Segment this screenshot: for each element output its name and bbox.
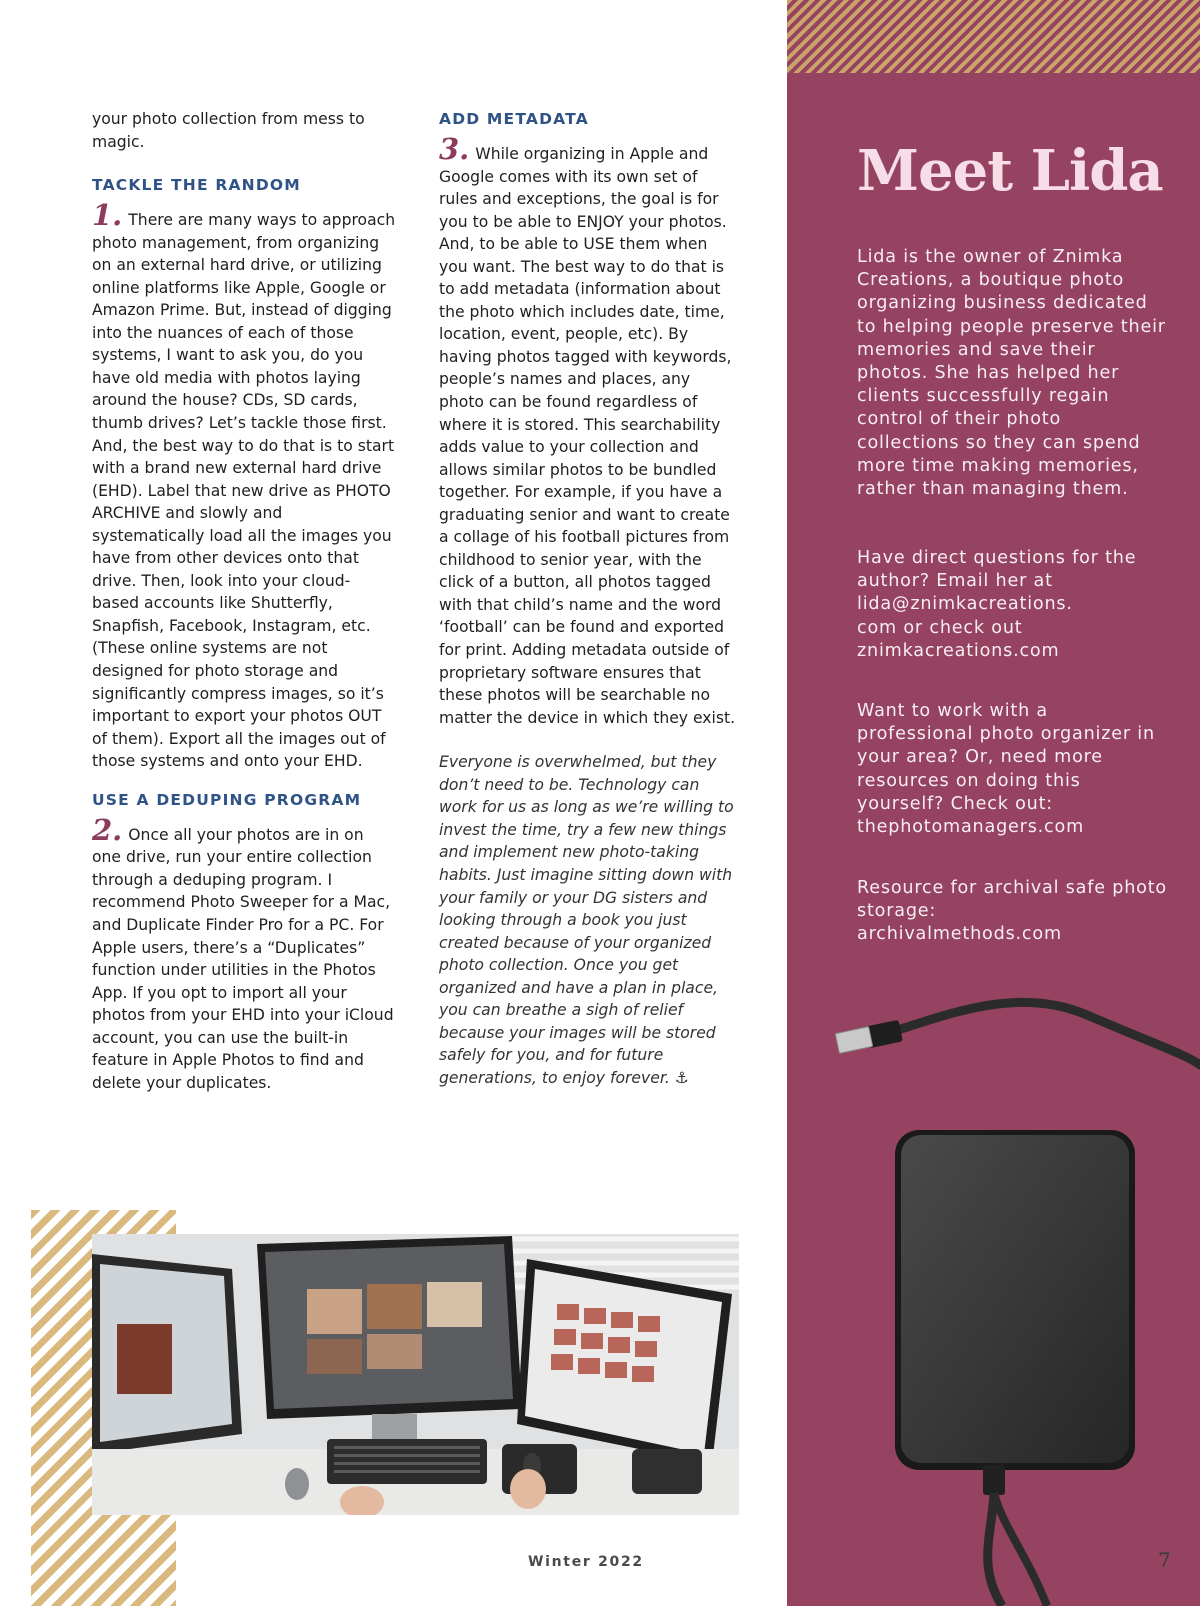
contact-prompt: Have direct questions for the author? Email her at [857,548,1137,592]
step-3-numeral: 3. [439,132,470,166]
workstation-photo-illustration [92,1234,739,1515]
step-1-text: There are many ways to approach photo management, from organizing on an external hard drive, or utilizing online platforms like Apple, Google or Amazon Prime. But, instead of digging into the nuances of each of those systems, I want to ask you, do you have old media with photos laying around the house? CDs, SD cards, thumb drives? Let’s tackle those first. And, the best way to do that is to start with a brand new external hard drive (EHD). Label that new drive as PHOTO ARCHIVE and slowly and systematically load all the images you have from other devices onto that drive. Then, look into your cloud-based accounts like Shutterfly, Snapfish, Facebook, Instagram, etc. (These online systems are not designed for photo storage and significantly compress images, so it’s important to export your photos OUT of them). Export all the images out of those systems and onto your EHD. [92,211,396,771]
sidebar-title: Meet Lida [857,138,1163,204]
organizer-text: Want to work with a professional photo organizer in your area? Or, need more resources on doing this yourself? Check out: [857,701,1155,814]
contact-email-continued: com or check out [857,617,1023,638]
workstation-photo [92,1234,739,1515]
step-1-paragraph [92,198,397,773]
step-1-numeral: 1. [92,198,123,233]
heading-dedupe: USE A DEDUPING PROGRAM [92,790,362,809]
author-bio: Lida is the owner of Znimka Creations, a boutique photo organizing business dedicated to helping people preserve their memories and save their photos. She has helped her clients successfully regain control of their photo collections so they can spend more time making memories, rather than managing them. [857,247,1166,500]
contact-email-link[interactable]: lida@znimkacreations. [857,594,1073,615]
contact-block [857,547,1167,663]
top-stripe-pattern [787,0,1200,73]
issue-label: Winter 2022 [528,1554,644,1570]
step-3-paragraph [439,132,739,729]
organizer-block [857,700,1167,839]
closing-paragraph [439,751,739,1089]
step-2-paragraph [92,812,397,1095]
step-2-numeral: 2. [92,812,123,847]
step-2-text: Once all your photos are in on one drive, run your entire collection through a deduping program. I recommend Photo Sweeper for a Mac, and Duplicate Finder Pro for a PC. For Apple users, there’s a “Duplicates” function under utilities in the Photos App. If you opt to import all your photos from your EHD into your iCloud account, you can use the built-in feature in Apple Photos to find and delete your duplicates. [92,825,394,1092]
anchor-icon: ⚓ [674,1068,689,1087]
heading-tackle-random: TACKLE THE RANDOM [92,176,301,195]
meet-lida-sidebar [787,0,1200,1606]
heading-add-metadata: ADD METADATA [439,110,589,128]
external-hard-drive-image [787,995,1200,1606]
contact-site-link[interactable]: znimkacreations.com [857,640,1060,661]
page-number: 7 [1158,1548,1171,1572]
closing-text: Everyone is overwhelmed, but they don’t need to be. Technology can work for us as long as we’re willing to invest the time, try a few new things and implement new photo-taking habits. Just imagine sitting down with your family or your DG sisters and looking through a book you just created because of your organized photo collection. Once you get organized and have a plan in place, you can breathe a sigh of relief because your images will be stored safely for you, and for future generations, to enjoy forever. [439,753,734,1087]
organizer-site-link[interactable]: thephotomanagers.com [857,817,1085,838]
storage-text: Resource for archival safe photo storage: [857,878,1167,922]
middle-column [439,108,739,1089]
storage-block [857,877,1167,947]
storage-site-link[interactable]: archivalmethods.com [857,924,1062,945]
intro-text: your photo collection from mess to magic. [92,110,365,151]
left-column [92,108,397,1094]
step-3-text: While organizing in Apple and Google comes with its own set of rules and exceptions, the goal is for you to be able to ENJOY your photos. And, to be able to USE them when you want. The best way to do that is to add metadata (information about the photo which includes date, time, location, event, people, etc). By having photos tagged with keywords, people’s names and places, any photo can be found regardless of where it is stored. This searchability adds value to your collection and allows similar photos to be bundled together. For example, if you have a graduating senior and want to create a collage of his football pictures from childhood to senior year, with the click of a button, all photos tagged with that child’s name and the word ‘football’ can be found and exported for print. Adding metadata outside of proprietary software ensures that these photos will be searchable no matter the device in which they exist. [439,145,736,727]
